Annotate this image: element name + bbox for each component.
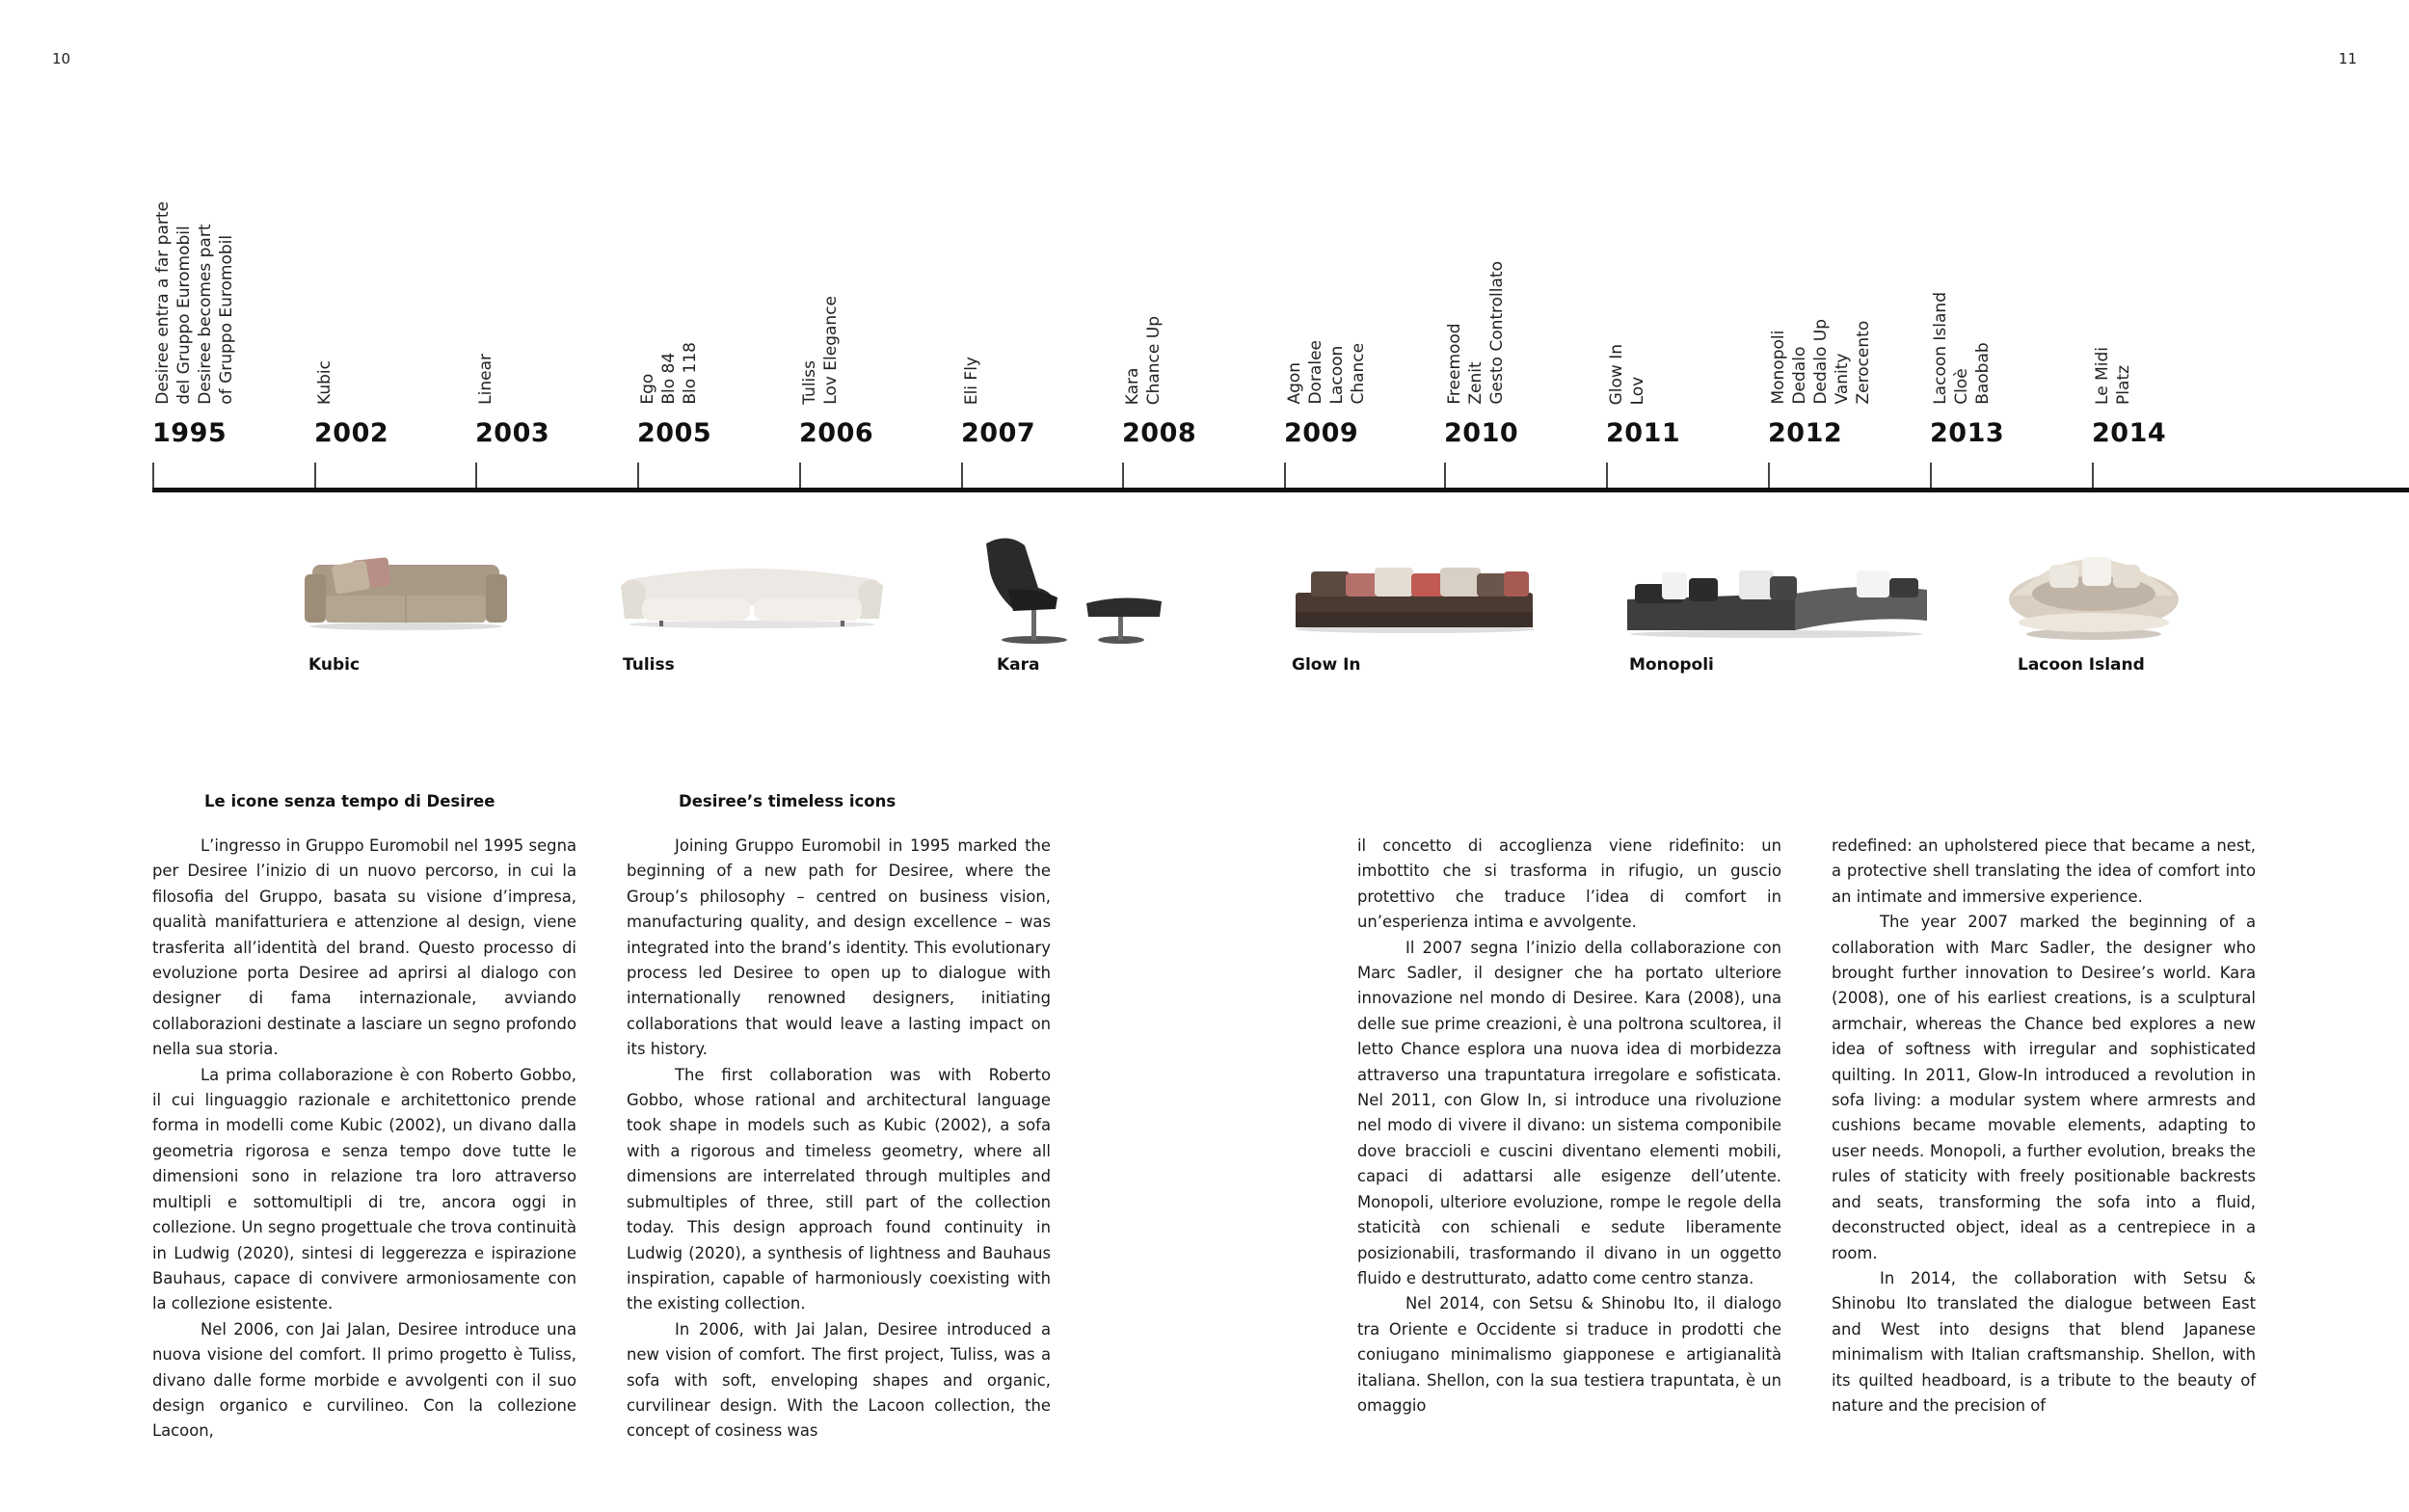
timeline-entry-2008 [1122,173,1276,491]
timeline-item: Monopoli [1769,331,1788,405]
timeline-labels [1768,319,1874,405]
timeline-entry-2012 [1768,173,1922,491]
timeline-item: Doralee [1306,340,1325,405]
timeline-entry-2006 [799,173,953,491]
timeline-item: Eli Fly [962,356,981,405]
timeline-year: 2014 [2092,418,2167,448]
timeline-item: Dedalo [1790,347,1809,405]
timeline-item: Lov Elegance [821,296,841,405]
paragraph: In 2014, the collaboration with Setsu & Shinobu Ito translated the dialogue between East and West into designs that blend Japanese minimalism with Italian craftsmanship. Shellon, with its quilted headboard, is a tribute to the beauty of nature and the precision of [1832,1268,2256,1415]
paragraph: La prima collaborazione è con Roberto Gobbo, il cui linguaggio razionale e architettonico prende forma in modelli come Kubic (2002), un divano dalla geometria rigorosa e senza tempo dove tutte le dimensioni sono in relazione tra loro attraverso multipli e sottomultipli di tre, ancora oggi in collezione. Un segno progettuale che trova continuità in Ludwig (2020), sintesi di leggerezza e ispirazione Bauhaus, capace di convivere armoniosamente con la collezione esistente. [152,1065,576,1313]
timeline-item: Glow In [1607,343,1626,405]
timeline-labels [1930,292,1994,405]
timeline-item: Kubic [315,360,335,405]
timeline-entry-2007 [961,173,1115,491]
timeline-labels [475,354,496,405]
timeline-item: Blo 84 [659,353,679,405]
timeline-year: 2011 [1606,418,1681,448]
timeline-year: 2002 [314,418,389,448]
paragraph: L’ingresso in Gruppo Euromobil nel 1995 segna per Desiree l’inizio di un nuovo percorso, in cui la filosofia del Gruppo, basata su visione d’impresa, qualità manifatturiera e attenzione al design, viene trasferita all’identità del brand. Questo processo di evoluzione porta Desiree ad aprirsi al dialogo con designer di fama internazionale, avviando collaborazioni destinate a lasciare un segno profondo nella sua storia. [152,836,576,1059]
timeline-entry-1995 [152,173,307,491]
timeline-labels [2092,347,2134,405]
timeline-entry-2002 [314,173,468,491]
timeline-item: Agon [1285,362,1304,405]
product-name-monopoli: Monopoli [1629,655,1714,675]
timeline-item: Gesto Controllato [1487,261,1507,405]
timeline-item: Zerocento [1854,321,1873,405]
timeline-item: Tuliss [800,360,819,405]
timeline-year: 2003 [475,418,550,448]
paragraph: il concetto di accoglienza viene ridefinito: un imbottito che si trasforma in rifugio, un guscio protettivo che traduce l’idea di comfort in un’esperienza intima e avvolgente. [1357,836,1781,932]
timeline-item: Dedalo Up [1811,319,1831,405]
timeline-labels [1444,261,1508,405]
paragraph: The year 2007 marked the beginning of a collaboration with Marc Sadler, the designer who brought further innovation to Desiree’s world. Kara (2008), one of his earliest creations, is a sculptural armchair, whereas the Chance bed explores a new idea of softness with irregular and sophisticated quilting. In 2011, Glow-In introduced a revolution in sofa living: a modular system where armrests and cushions became movable elements, adapting to user needs. Monopoli, a further evolution, breaks the rules of staticity with freely positionable backrests and seats, transforming the sofa into a fluid, deconstructed object, ideal as a centrepiece in a room. [1832,913,2256,1262]
timeline-item: Chance Up [1144,315,1164,405]
timeline-item: Platz [2114,365,2133,405]
page-number-right: 11 [2338,50,2357,67]
timeline-labels [314,360,335,405]
timeline-year: 2013 [1930,418,2005,448]
paragraph: Nel 2014, con Setsu & Shinobu Ito, il dialogo tra Oriente e Occidente si traduce in prodotti che coniugano minimalismo giapponese e artigianalità italiana. Shellon, con la sua testiera trapuntata, è un omaggio [1357,1294,1781,1415]
timeline-entry-2011 [1606,173,1760,491]
timeline-year: 2005 [637,418,712,448]
product-image-glow-in [1292,554,1538,633]
product-name-kubic: Kubic [308,655,361,675]
timeline-item: Desiree entra a far parte [153,201,173,405]
timeline-item: Kara [1123,367,1142,405]
timeline-item: of Gruppo Euromobil [217,235,236,405]
timeline-year: 2008 [1122,418,1197,448]
timeline-year: 2009 [1284,418,1359,448]
timeline-entry-2010 [1444,173,1598,491]
product-image-tuliss [621,559,883,628]
product-image-monopoli [1625,561,1929,638]
paragraph: Nel 2006, con Jai Jalan, Desiree introduce una nuova visione del comfort. Il primo progetto è Tuliss, divano dalle forme morbide e avvolgenti con il suo design organico e curvilineo. Con la collezione Lacoon, [152,1319,576,1441]
timeline-item: Zenit [1466,361,1486,405]
timeline-labels [637,342,701,405]
paragraph: redefined: an upholstered piece that became a nest, a protective shell translating the idea of comfort into an intimate and immersive experience. [1832,836,2256,906]
product-name-glow-in: Glow In [1292,655,1361,675]
timeline-item: Desiree becomes part [196,224,215,405]
product-name-tuliss: Tuliss [623,655,675,675]
timeline-item: Lacoon [1327,346,1347,405]
timeline-labels [961,357,982,405]
text-column-italian-1 [152,834,576,1445]
timeline-entry-2014 [2092,173,2246,491]
section-title-italian: Le icone senza tempo di Desiree [204,792,495,810]
text-column-english-2 [1832,834,2256,1419]
paragraph: Joining Gruppo Euromobil in 1995 marked the beginning of a new path for Desiree, where the Group’s philosophy – centred on business vision, manufacturing quality, and design excellence – was integrated into the brand’s identity. This evolutionary process led Desiree to open up to dialogue with internationally renowned designers, initiating collaborations that would leave a lasting impact on its history. [627,836,1051,1059]
timeline-labels [152,201,237,405]
product-image-kara [978,534,1166,645]
timeline-item: Linear [476,354,495,405]
timeline-item: Le Midi [2093,347,2112,405]
text-column-english-1 [627,834,1051,1445]
timeline-year: 1995 [152,418,228,448]
timeline-item: Baobab [1973,342,1993,405]
timeline-entry-2003 [475,173,629,491]
timeline-item: Blo 118 [681,342,700,405]
timeline-item: Vanity [1833,354,1852,405]
timeline-item: Freemood [1445,323,1464,405]
paragraph: In 2006, with Jai Jalan, Desiree introduced a new vision of comfort. The first project, Tuliss, was a sofa with soft, enveloping shapes and organic, curvilinear design. With the Lacoon collection, the concept of cosiness was [627,1319,1051,1441]
timeline-labels [1284,340,1369,405]
timeline-item: Lacoon Island [1931,292,1950,405]
timeline-axis [152,488,2409,492]
product-image-kubic [305,549,507,631]
timeline-item: Lov [1628,376,1647,405]
timeline-year: 2012 [1768,418,1843,448]
timeline-entry-2013 [1930,173,2084,491]
timeline-item: del Gruppo Euromobil [174,225,194,405]
timeline-year: 2006 [799,418,874,448]
product-name-lacoon-island: Lacoon Island [2018,655,2145,675]
text-column-italian-2 [1357,834,1781,1419]
timeline-labels [799,296,842,405]
timeline-entry-2009 [1284,173,1438,491]
timeline-year: 2010 [1444,418,1519,448]
timeline-item: Cloè [1952,368,1971,405]
timeline-labels [1606,344,1648,405]
timeline-item: Chance [1349,343,1368,405]
paragraph: The first collaboration was with Roberto Gobbo, whose rational and architectural language took shape in models such as Kubic (2002), a sofa with a rigorous and timeless geometry, where all dimensions are interrelated through multiples and submultiples of three, still part of the collection today. This design approach found continuity in Ludwig (2020), a synthesis of lightness and Bauhaus inspiration, capable of harmoniously coexisting with the existing collection. [627,1065,1051,1313]
paragraph: Il 2007 segna l’inizio della collaborazione con Marc Sadler, il designer che ha portato ulteriore innovazione nel mondo di Desiree. Kara (2008), una delle sue prime creazioni, è una poltrona scultorea, il letto Chance esplora una nuova idea di morbidezza attraverso una trapuntatura irregolare e sofisticata. Nel 2011, con Glow In, si introduce una rivoluzione nel modo di vivere il divano: un sistema componibile dove braccioli e cuscini diventano elementi mobili, capaci di adattarsi alle esigenze dell’utente. Monopoli, ulteriore evoluzione, rompe le regole della staticità con schienali e sedute liberamente posizionabili, trasformando il divano in un oggetto fluido e destrutturato, adatto come centro stanza. [1357,938,1781,1287]
product-image-lacoon-island [2005,540,2183,641]
timeline-labels [1122,316,1164,405]
timeline-year: 2007 [961,418,1036,448]
timeline-entry-2005 [637,173,791,491]
section-title-english: Desiree’s timeless icons [679,792,897,810]
timeline-item: Ego [638,374,657,405]
page-number-left: 10 [52,50,71,67]
product-name-kara: Kara [997,655,1040,675]
